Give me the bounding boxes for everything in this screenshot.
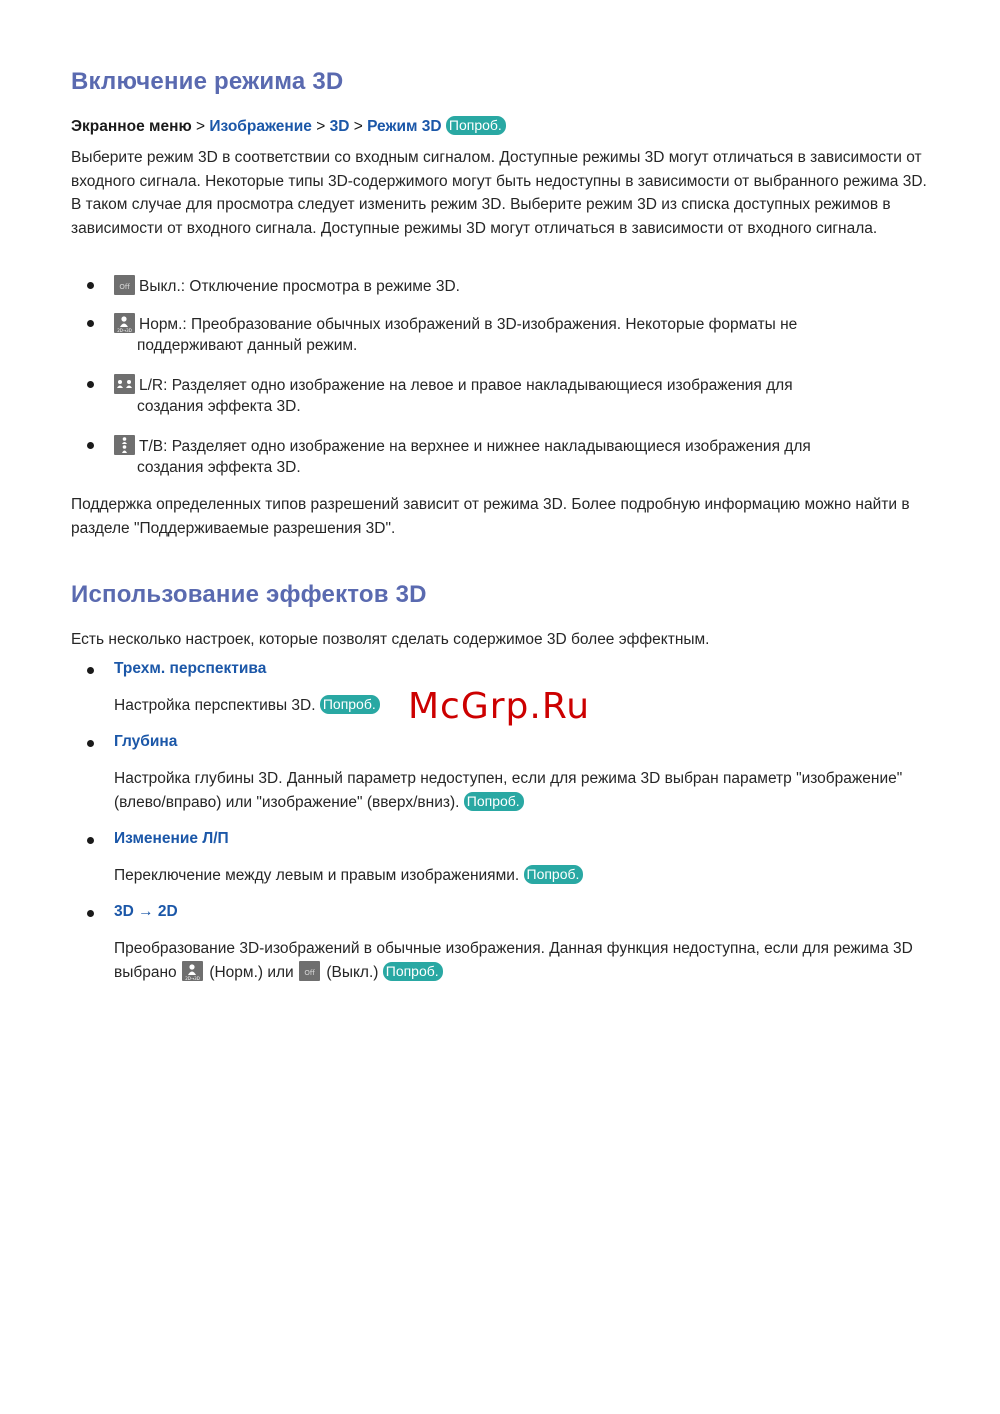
mode-tb-text-continued: создания эффекта 3D. [137, 459, 301, 476]
effects-intro: Есть несколько настроек, которые позволят сделать содержимое 3D более эффектным. [71, 631, 710, 648]
off-mode-icon [299, 961, 320, 981]
lr-change-title[interactable]: Изменение Л/П [114, 830, 229, 847]
mode-normal-text: Норм.: Преобразование обычных изображений в 3D-изображения. Некоторые форматы не [139, 316, 798, 333]
bullet-dot [87, 667, 94, 674]
depth-desc [114, 767, 914, 815]
left-right-mode-icon [114, 374, 135, 394]
bullet-dot [87, 740, 94, 747]
breadcrumb-separator: > [353, 118, 363, 135]
breadcrumb-separator: > [316, 118, 326, 135]
resolution-note: Поддержка определенных типов разрешений зависит от режима 3D. Более подробную информацию можно найти в разделе "Поддерживаемые разрешения 3D". [71, 496, 910, 537]
3d-to-2d-desc-text-c: (Выкл.) [326, 964, 379, 981]
3d-to-2d-desc-text-a: Преобразование 3D-изображений в обычные изображения. Данная функция недоступна, если для режима 3D выбрано [114, 940, 913, 981]
try-now-button[interactable]: Попроб. [320, 695, 380, 714]
breadcrumb-root: Экранное меню [71, 118, 192, 135]
bullet-dot [87, 442, 94, 449]
perspective-desc-text: Настройка перспективы 3D. [114, 697, 316, 714]
try-now-button[interactable]: Попроб. [446, 116, 506, 135]
bullet-dot [87, 381, 94, 388]
bullet-dot [87, 837, 94, 844]
breadcrumb-separator: > [196, 118, 206, 135]
perspective-title[interactable]: Трехм. перспектива [114, 660, 267, 677]
depth-title[interactable]: Глубина [114, 733, 178, 750]
section-title-3d-effects: Использование эффектов 3D [71, 581, 427, 608]
breadcrumb-item-3d[interactable]: 3D [329, 118, 350, 135]
3d-to-2d-desc-text-b: (Норм.) или [209, 964, 294, 981]
2d-to-3d-mode-icon-label: 2D→3D [117, 328, 132, 333]
off-mode-icon [114, 275, 135, 295]
3d-to-2d-title[interactable]: 3D → 2D [114, 903, 178, 920]
mode-tb-text: T/B: Разделяет одно изображение на верхнее и нижнее накладывающиеся изображения для [139, 438, 811, 455]
2d-to-3d-mode-icon-label: 2D→3D [185, 976, 200, 981]
try-now-button[interactable]: Попроб. [383, 962, 443, 981]
off-mode-icon-label: Off [304, 969, 315, 977]
try-now-button[interactable]: Попроб. [524, 865, 584, 884]
breadcrumb [71, 116, 506, 138]
mode-lr-text-continued: создания эффекта 3D. [137, 398, 301, 415]
depth-desc-text: Настройка глубины 3D. Данный параметр недоступен, если для режима 3D выбран параметр "изображение" (влево/вправо) или "изображение" (вверх/вниз). [114, 770, 903, 811]
bullet-dot [87, 282, 94, 289]
bullet-dot [87, 320, 94, 327]
watermark: McGrp.Ru [408, 686, 591, 727]
2d-to-3d-mode-icon [182, 961, 203, 981]
mode-off-text: Выкл.: Отключение просмотра в режиме 3D. [139, 278, 460, 295]
section-title-enable-3d: Включение режима 3D [71, 68, 344, 95]
mode-lr-text: L/R: Разделяет одно изображение на левое и правое накладывающиеся изображения для [139, 377, 793, 394]
3d-to-2d-desc [114, 937, 914, 985]
try-now-button[interactable]: Попроб. [464, 792, 524, 811]
breadcrumb-item-picture[interactable]: Изображение [209, 118, 312, 135]
mode-normal-text-continued: поддерживают данный режим. [137, 337, 358, 354]
2d-to-3d-mode-icon [114, 313, 135, 333]
intro-paragraph: Выберите режим 3D в соответствии со входным сигналом. Доступные режимы 3D могут отличаться в зависимости от входного сигнала. Некоторые типы 3D-содержимого могут быть недоступны в зависимости от выбранного режима 3D. В таком случае для просмотра следует изменить режим 3D. Выберите режим 3D из списка доступных режимов в зависимости от входного сигнала. Доступные режимы 3D могут отличаться в зависимости от входного сигнала. [71, 149, 927, 237]
breadcrumb-item-3d-mode[interactable]: Режим 3D [367, 118, 442, 135]
lr-change-desc [114, 864, 914, 888]
lr-change-desc-text: Переключение между левым и правым изображениями. [114, 867, 520, 884]
bullet-dot [87, 910, 94, 917]
top-bottom-mode-icon [114, 435, 135, 455]
off-mode-icon-label: Off [119, 283, 130, 291]
